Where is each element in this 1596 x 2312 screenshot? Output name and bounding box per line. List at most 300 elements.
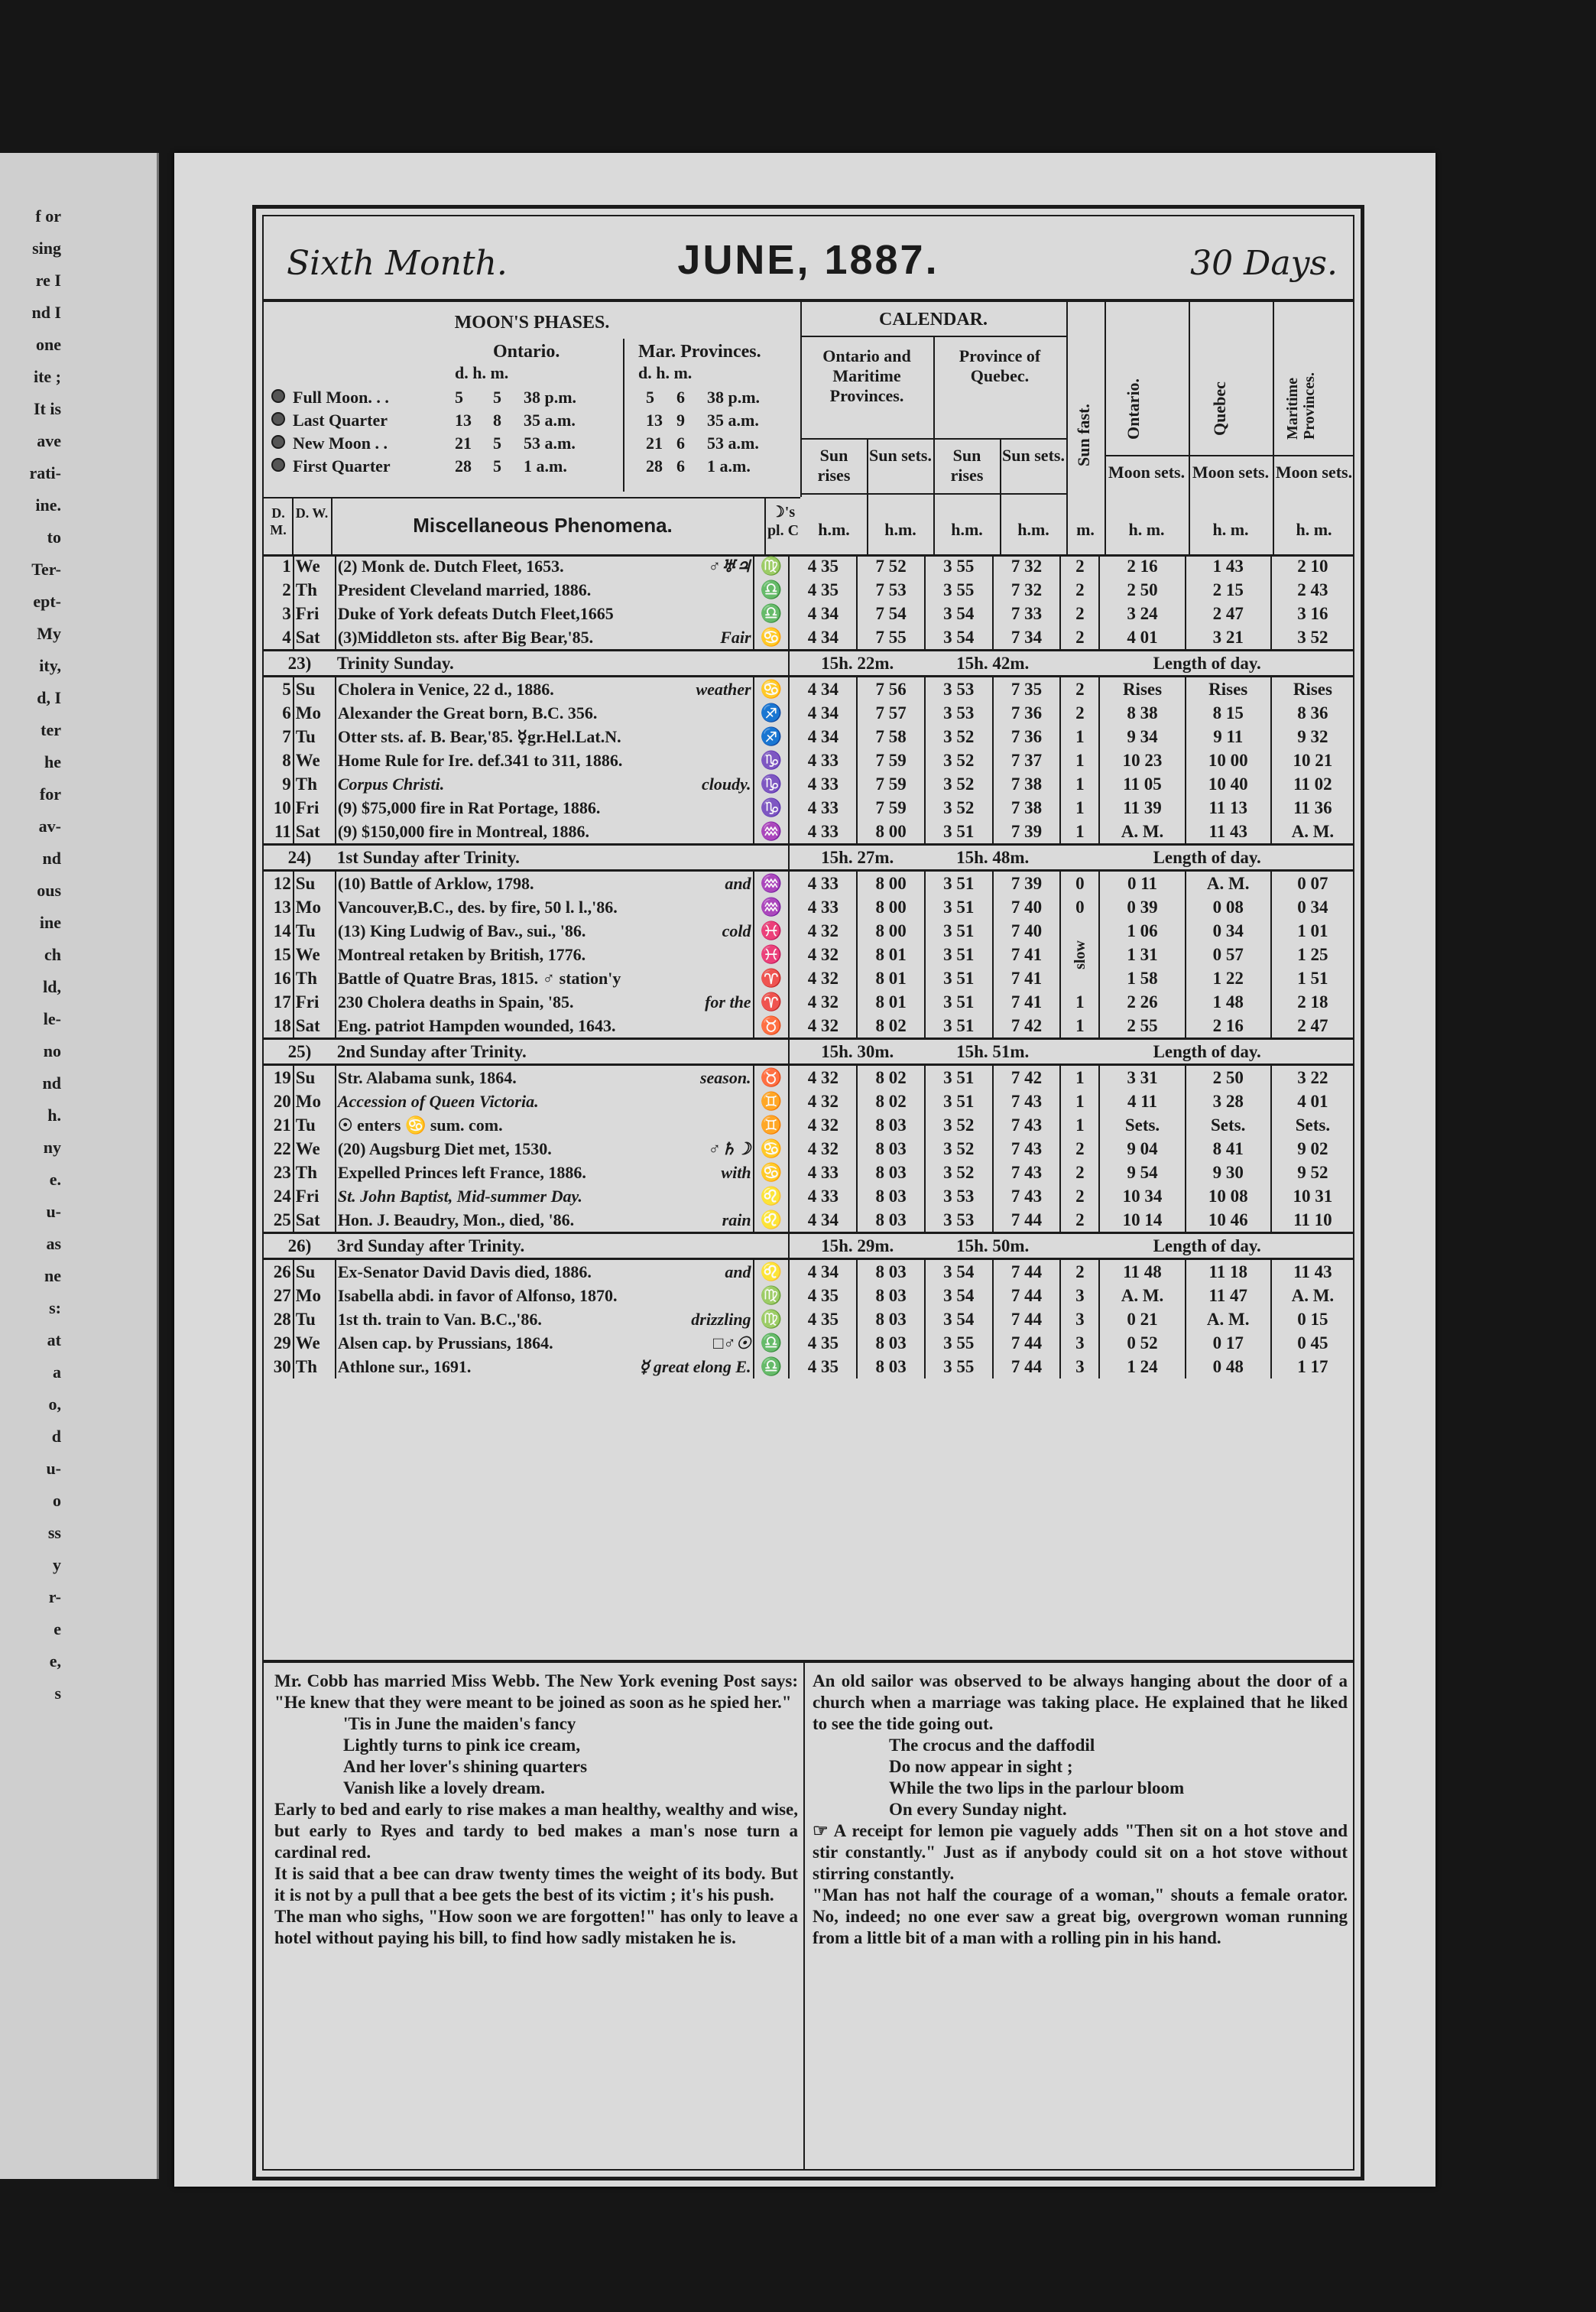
page-frame — [252, 205, 1364, 2180]
sun-rises-ontario: 4 32 — [789, 919, 857, 943]
day-row — [264, 701, 1354, 725]
sun-rises-ontario: 4 33 — [789, 1184, 857, 1208]
day-row — [264, 1331, 1354, 1355]
phenomenon-text: Athlone sur., 1691. — [337, 1356, 472, 1376]
sun-sets-quebec: 7 43 — [993, 1113, 1061, 1137]
moon-sets-maritime: 3 52 — [1271, 625, 1354, 651]
moon-sets-quebec: Rises — [1186, 677, 1271, 702]
day-of-month: 1 — [282, 556, 291, 576]
sun-fast: 1 — [1060, 1089, 1099, 1113]
sun-sets-quebec: 7 39 — [993, 871, 1061, 896]
day-length-ontario: 15h. 27m. — [789, 845, 924, 871]
sun-fast: 1 — [1060, 772, 1099, 796]
sun-rises-quebec: 3 52 — [925, 748, 993, 772]
sun-rises-quebec: 3 54 — [925, 1307, 993, 1331]
phenomenon-text: President Cleveland married, 1886. — [337, 580, 592, 599]
moon-sets-maritime: 2 18 — [1271, 990, 1354, 1014]
sun-sets-quebec: 7 36 — [993, 701, 1061, 725]
day-of-month: 24 — [273, 1186, 291, 1206]
left-page-text-fragment: ss — [47, 1523, 61, 1542]
anecdote-paragraph: Mr. Cobb has married Miss Webb. The New York evening Post says: "He knew that they were meant to be joined as soon as he spied her." — [274, 1671, 798, 1712]
sun-sets-ontario: 8 03 — [857, 1137, 925, 1161]
phenomenon — [336, 554, 754, 578]
day-row — [264, 554, 1354, 578]
moon-sets-maritime: A. M. — [1271, 820, 1354, 845]
sun-fast: 3 — [1060, 1307, 1099, 1331]
moon-sets-quebec: 10 40 — [1186, 772, 1271, 796]
calendar-title: CALENDAR. — [878, 310, 988, 330]
day-row — [264, 1355, 1354, 1378]
sun-fast: 2 — [1060, 1259, 1099, 1284]
left-page-text-fragment: for — [39, 784, 61, 804]
moon-sets-maritime: 1 25 — [1271, 943, 1354, 966]
moon-sets-maritime: 0 34 — [1271, 895, 1354, 919]
moon-sets-ontario: Moon sets. — [1108, 463, 1186, 482]
weather-note: with — [721, 1162, 751, 1182]
moon-phase-o-h: 5 — [493, 434, 501, 453]
sun-rises-quebec: 3 52 — [925, 1161, 993, 1184]
moon-sets-maritime: 11 36 — [1271, 796, 1354, 820]
sun-rises-ontario: 4 33 — [789, 1161, 857, 1184]
ontario-maritime-header: Ontario and Maritime Provinces. — [822, 346, 911, 405]
day-of-week: Fri — [294, 602, 336, 625]
moon-sets-ontario: A. M. — [1099, 820, 1185, 845]
sun-rises-quebec: 3 53 — [925, 1184, 993, 1208]
day-of-week: Sat — [294, 1014, 336, 1039]
moon-sets-ontario: 11 39 — [1099, 796, 1185, 820]
phenomenon — [336, 990, 754, 1014]
sun-rises-quebec: 3 52 — [925, 796, 993, 820]
left-page-text-fragment: ld, — [43, 977, 61, 996]
day-length-ontario: 15h. 22m. — [789, 651, 924, 677]
moon-phase-name: Full Moon. . . — [293, 388, 389, 407]
left-page-text-fragment: rati- — [29, 463, 61, 482]
hm-4: h.m. — [1017, 520, 1049, 539]
day-of-month: 28 — [273, 1309, 291, 1329]
moon-sets-maritime: 1 17 — [1271, 1355, 1354, 1378]
day-of-month: 25 — [273, 1210, 291, 1229]
day-of-week: Mo — [294, 1089, 336, 1113]
week-number: 25) — [264, 1039, 336, 1065]
moon-sets-ontario: A. M. — [1099, 1284, 1185, 1307]
hm-3: h.m. — [951, 520, 983, 539]
sun-sets-ontario: 8 02 — [857, 1014, 925, 1039]
left-page-text-fragment: My — [37, 624, 61, 643]
phenomenon — [336, 1259, 754, 1284]
verse-line: Do now appear in sight ; — [889, 1757, 1073, 1776]
moon-sets-ontario: 3 31 — [1099, 1065, 1185, 1090]
sun-rises-ontario: 4 35 — [789, 1307, 857, 1331]
moon-sign-icon: ♒ — [754, 820, 790, 845]
phenomenon-text: Battle of Quatre Bras, 1815. ♂ station'y — [337, 968, 621, 988]
weather-note: and — [725, 873, 751, 893]
sun-fast: 1 — [1060, 796, 1099, 820]
misc-header — [264, 497, 800, 556]
sun-sets-quebec: 7 32 — [993, 554, 1061, 578]
day-of-month: 29 — [273, 1333, 291, 1352]
day-of-month: 12 — [273, 873, 291, 893]
sunday-name: 1st Sunday after Trinity. — [336, 845, 790, 871]
sun-rises-quebec: 3 51 — [925, 919, 993, 943]
sun-rises-quebec: 3 52 — [925, 1137, 993, 1161]
day-of-week: Th — [294, 1355, 336, 1378]
left-page-text-fragment: ny — [43, 1138, 61, 1157]
moon-sets-maritime: Moon sets. — [1275, 463, 1353, 482]
phenomenon — [336, 748, 754, 772]
day-row — [264, 820, 1354, 845]
sun-sets-quebec: 7 36 — [993, 725, 1061, 748]
sun-fast: 2 — [1060, 677, 1099, 702]
sun-sets-ontario: 7 53 — [857, 578, 925, 602]
sun-rises-header-2: Sun rises — [950, 446, 984, 485]
sun-rises-quebec: 3 51 — [925, 966, 993, 990]
weather-note: rain — [722, 1210, 751, 1229]
sun-rises-ontario: 4 35 — [789, 1284, 857, 1307]
moon-sets-quebec: 1 48 — [1186, 990, 1271, 1014]
moon-sets-quebec: 11 47 — [1186, 1284, 1271, 1307]
left-page-text-fragment: ine — [39, 913, 61, 932]
day-of-month: 2 — [282, 580, 291, 599]
sun-fast: 3 — [1060, 1284, 1099, 1307]
sun-fast — [1060, 919, 1099, 990]
week-number: 24) — [264, 845, 336, 871]
day-of-month: 30 — [273, 1356, 291, 1376]
calendar-header — [800, 302, 1066, 554]
phenomenon-text: Cholera in Venice, 22 d., 1886. — [337, 679, 554, 699]
moon-sets-quebec: 0 48 — [1186, 1355, 1271, 1378]
sun-rises-ontario: 4 34 — [789, 1259, 857, 1284]
phenomenon — [336, 1355, 754, 1378]
sun-sets-quebec: 7 38 — [993, 796, 1061, 820]
phenomenon-text: Duke of York defeats Dutch Fleet,1665 — [337, 603, 614, 623]
day-of-month: 5 — [282, 679, 291, 699]
sun-rises-quebec: 3 51 — [925, 943, 993, 966]
weather-note: cloudy. — [702, 774, 751, 794]
day-of-week: Tu — [294, 1113, 336, 1137]
weather-note: ♂♅♃ — [708, 556, 751, 576]
moon-sets-quebec: 8 15 — [1186, 701, 1271, 725]
moon-sets-maritime: 11 02 — [1271, 772, 1354, 796]
moon-phase-o-h: 8 — [493, 411, 501, 430]
day-of-week: Th — [294, 1161, 336, 1184]
day-row — [264, 1014, 1354, 1039]
day-of-week: Th — [294, 578, 336, 602]
moon-sets-maritime: 1 01 — [1271, 919, 1354, 943]
left-page-text-fragment: s — [54, 1684, 61, 1703]
weather-note: cold — [722, 921, 751, 940]
moon-sign-icon: ♋ — [754, 677, 790, 702]
left-page-text-fragment: d — [51, 1427, 61, 1446]
left-page-text-fragment: u- — [46, 1202, 61, 1221]
moon-sets-quebec: 10 08 — [1186, 1184, 1271, 1208]
phenomenon — [336, 1014, 754, 1039]
left-page-text-fragment: ine. — [35, 495, 61, 515]
sun-rises-quebec: 3 53 — [925, 677, 993, 702]
weather-note: weather — [696, 679, 751, 699]
moon-phase-row — [271, 388, 799, 411]
day-length-ontario: 15h. 30m. — [789, 1039, 924, 1065]
left-page-text-fragment: e — [54, 1619, 61, 1638]
hm-1: h.m. — [818, 520, 850, 539]
sun-sets-quebec: 7 41 — [993, 966, 1061, 990]
sun-rises-quebec: 3 51 — [925, 820, 993, 845]
dm-header: D. M. — [270, 505, 287, 537]
quebec-header: Province of Quebec. — [959, 346, 1041, 385]
sun-rises-ontario: 4 35 — [789, 1355, 857, 1378]
left-page-text-fragment: r- — [48, 1587, 61, 1606]
day-of-month: 9 — [282, 774, 291, 794]
sun-fast: 0 — [1060, 871, 1099, 896]
sun-fast: 2 — [1060, 701, 1099, 725]
sun-sets-quebec: 7 43 — [993, 1161, 1061, 1184]
moon-sets-quebec: 8 41 — [1186, 1137, 1271, 1161]
day-of-month: 11 — [274, 821, 291, 841]
day-row — [264, 1113, 1354, 1137]
moon-sets-maritime: 9 32 — [1271, 725, 1354, 748]
sun-sets-ontario: 8 03 — [857, 1161, 925, 1184]
moon-sets-quebec: 1 43 — [1186, 554, 1271, 578]
sun-fast: 2 — [1060, 578, 1099, 602]
moon-sets-maritime: 1 51 — [1271, 966, 1354, 990]
moon-sets-maritime: 2 43 — [1271, 578, 1354, 602]
moon-sets-ontario: 0 39 — [1099, 895, 1185, 919]
sun-sets-ontario: 8 00 — [857, 871, 925, 896]
day-row — [264, 1208, 1354, 1233]
sun-rises-quebec: 3 52 — [925, 772, 993, 796]
moon-phase-o-d: 21 — [455, 434, 472, 453]
phenomenon-text: Otter sts. af. B. Bear,'85. ☿gr.Hel.Lat.N. — [337, 726, 621, 746]
phenomenon-text: Alexander the Great born, B.C. 356. — [337, 703, 598, 722]
phenomenon-text: Accession of Queen Victoria. — [337, 1091, 539, 1111]
verse-line: On every Sunday night. — [889, 1800, 1067, 1819]
sunday-row — [264, 651, 1354, 677]
day-row — [264, 677, 1354, 702]
sun-sets-ontario: 7 59 — [857, 772, 925, 796]
sun-sets-quebec: 7 34 — [993, 625, 1061, 651]
moon-sets-quebec: 3 28 — [1186, 1089, 1271, 1113]
moon-phase-o-m: 38 p.m. — [524, 388, 577, 407]
day-row — [264, 966, 1354, 990]
moon-sets-quebec: 1 22 — [1186, 966, 1271, 990]
moon-sign-icon: ♊ — [754, 1113, 790, 1137]
phenomenon-text: Expelled Princes left France, 1886. — [337, 1162, 586, 1182]
moon-sets-quebec: Sets. — [1186, 1113, 1271, 1137]
phenomenon — [336, 919, 754, 943]
moon-phase-m-d: 13 — [646, 411, 663, 430]
day-of-week: Fri — [294, 796, 336, 820]
title-row — [264, 216, 1353, 302]
moon-sets-quebec: 0 17 — [1186, 1331, 1271, 1355]
ontario-moon-col: Ontario. — [1124, 378, 1143, 440]
moon-sets-ontario: 10 14 — [1099, 1208, 1185, 1233]
moon-sets-ontario: 11 48 — [1099, 1259, 1185, 1284]
left-page-text-fragment: e, — [49, 1651, 61, 1671]
moon-phase-m-d: 21 — [646, 434, 663, 453]
sun-sets-ontario: 7 52 — [857, 554, 925, 578]
sun-fast: 0 — [1060, 895, 1099, 919]
day-row — [264, 895, 1354, 919]
moon-sets-ontario: 1 06 — [1099, 919, 1185, 943]
phenomenon-text: (3)Middleton sts. after Big Bear,'85. — [337, 627, 594, 647]
sun-rises-ontario: 4 32 — [789, 943, 857, 966]
sun-rises-quebec: 3 53 — [925, 701, 993, 725]
moon-sign-icon: ♋ — [754, 1137, 790, 1161]
moon-sets-ontario: 1 24 — [1099, 1355, 1185, 1378]
sun-sets-ontario: 7 59 — [857, 796, 925, 820]
sun-sets-quebec: 7 44 — [993, 1331, 1061, 1355]
day-of-week: Su — [294, 1259, 336, 1284]
moon-place-header: ☽'s pl. C — [767, 504, 800, 539]
sun-rises-ontario: 4 34 — [789, 701, 857, 725]
moon-sets-maritime: 10 31 — [1271, 1184, 1354, 1208]
sun-rises-ontario: 4 34 — [789, 725, 857, 748]
day-row — [264, 748, 1354, 772]
moon-sets-ontario: 9 54 — [1099, 1161, 1185, 1184]
phenomenon — [336, 1137, 754, 1161]
left-page-text-fragment: ept- — [33, 592, 61, 611]
sun-rises-quebec: 3 54 — [925, 1284, 993, 1307]
moon-sign-icon: ♉ — [754, 1065, 790, 1090]
moon-sets-maritime: 2 47 — [1271, 1014, 1354, 1039]
sun-sets-ontario: 8 00 — [857, 919, 925, 943]
sun-sets-quebec: 7 43 — [993, 1184, 1061, 1208]
sun-sets-ontario: 7 55 — [857, 625, 925, 651]
phenomenon-text: Vancouver,B.C., des. by fire, 50 l. l.,'86. — [337, 897, 618, 917]
moon-sets-ontario: 2 55 — [1099, 1014, 1185, 1039]
moon-phase-name: First Quarter — [293, 456, 391, 476]
phenomenon — [336, 1307, 754, 1331]
anecdotes-section — [264, 1660, 1353, 2169]
day-of-week: We — [294, 554, 336, 578]
sun-sets-ontario: 8 00 — [857, 895, 925, 919]
day-of-month: 15 — [273, 944, 291, 964]
weather-note: □♂☉ — [713, 1333, 751, 1352]
moon-sign-icon: ♑ — [754, 772, 790, 796]
anecdotes-right — [813, 1671, 1348, 1949]
day-row — [264, 625, 1354, 651]
ontario-group-label: Ontario. — [493, 342, 560, 362]
sun-sets-quebec: 7 40 — [993, 919, 1061, 943]
phenomenon — [336, 871, 754, 896]
length-of-day-label: Length of day. — [1060, 1233, 1354, 1259]
moon-sets-ontario: 10 34 — [1099, 1184, 1185, 1208]
day-length-quebec: 15h. 42m. — [925, 651, 1060, 677]
day-row — [264, 1307, 1354, 1331]
day-of-week: Fri — [294, 990, 336, 1014]
sun-fast: 2 — [1060, 1184, 1099, 1208]
phenomenon-text: (13) King Ludwig of Bav., sui., '86. — [337, 921, 586, 940]
left-page-text-fragment: ous — [37, 881, 61, 900]
weather-note: ♂♄☽ — [708, 1138, 751, 1158]
moon-sets-maritime: 3 22 — [1271, 1065, 1354, 1090]
phenomenon — [336, 1089, 754, 1113]
day-of-month: 20 — [273, 1091, 291, 1111]
moon-sets-ontario: 10 23 — [1099, 748, 1185, 772]
day-row — [264, 1284, 1354, 1307]
moon-sign-icon: ♌ — [754, 1184, 790, 1208]
moon-sets-maritime: Sets. — [1271, 1113, 1354, 1137]
moon-sets-quebec: A. M. — [1186, 871, 1271, 896]
moon-phase-row — [271, 434, 799, 456]
moon-sets-ontario: 1 31 — [1099, 943, 1185, 966]
week-number: 23) — [264, 651, 336, 677]
sun-rises-ontario: 4 34 — [789, 625, 857, 651]
left-page-text-fragment: d, I — [37, 688, 61, 707]
verse-line: The crocus and the daffodil — [889, 1736, 1095, 1755]
left-page-text-fragment: ch — [44, 945, 61, 964]
day-of-month: 7 — [282, 726, 291, 746]
sun-rises-quebec: 3 55 — [925, 554, 993, 578]
moon-sign-icon: ♒ — [754, 895, 790, 919]
phenomenon-text: (20) Augsburg Diet met, 1530. — [337, 1138, 552, 1158]
moon-sign-icon: ♓ — [754, 919, 790, 943]
moon-sets-quebec: 0 34 — [1186, 919, 1271, 943]
moon-phase-m-h: 6 — [676, 388, 685, 407]
anecdote-paragraph: "Man has not half the courage of a woman," shouts a female orator. No, indeed; no one ever saw a great big, overgrown woman running from a little bit of a man with a rolling pin in his hand. — [813, 1885, 1348, 1947]
moon-sets-ontario: 4 01 — [1099, 625, 1185, 651]
sun-sets-quebec: 7 42 — [993, 1014, 1061, 1039]
sun-rises-ontario: 4 32 — [789, 1014, 857, 1039]
day-row — [264, 1065, 1354, 1090]
sun-fast: 2 — [1060, 1137, 1099, 1161]
sunday-name: 2nd Sunday after Trinity. — [336, 1039, 790, 1065]
slow-label: slow — [1071, 940, 1088, 969]
moon-sets-ontario: 2 16 — [1099, 554, 1185, 578]
moon-sets-quebec: 2 16 — [1186, 1014, 1271, 1039]
moon-sets-ontario: 3 24 — [1099, 602, 1185, 625]
day-row — [264, 1089, 1354, 1113]
sun-rises-quebec: 3 54 — [925, 625, 993, 651]
day-of-month: 6 — [282, 703, 291, 722]
phenomenon-text: Str. Alabama sunk, 1864. — [337, 1067, 517, 1087]
sun-rises-quebec: 3 55 — [925, 1331, 993, 1355]
phenomenon-text: Hon. J. Beaudry, Mon., died, '86. — [337, 1210, 575, 1229]
length-of-day-label: Length of day. — [1060, 1039, 1354, 1065]
moon-phase-m-m: 1 a.m. — [707, 456, 751, 476]
phenomenon-text: (9) $75,000 fire in Rat Portage, 1886. — [337, 797, 601, 817]
moon-sign-icon: ♎ — [754, 1355, 790, 1378]
phenomenon — [336, 966, 754, 990]
left-page-text-fragment: sing — [32, 239, 61, 258]
sun-rises-quebec: 3 54 — [925, 1259, 993, 1284]
days-table — [264, 554, 1354, 1378]
day-of-week: Sat — [294, 625, 336, 651]
day-of-month: 10 — [273, 797, 291, 817]
moon-sign-icon: ♈ — [754, 990, 790, 1014]
table-header — [264, 302, 1353, 557]
moon-sets-maritime: 0 07 — [1271, 871, 1354, 896]
day-of-week: Mo — [294, 701, 336, 725]
day-of-month: 14 — [273, 921, 291, 940]
moon-sign-icon: ♒ — [754, 871, 790, 896]
left-page-text-fragment: ite ; — [33, 367, 61, 386]
moon-sets-maritime: 3 16 — [1271, 602, 1354, 625]
moon-sets-ontario: Rises — [1099, 677, 1185, 702]
moon-sign-icon: ♎ — [754, 578, 790, 602]
sun-rises-quebec: 3 51 — [925, 871, 993, 896]
moon-phase-m-d: 28 — [646, 456, 663, 476]
sun-sets-quebec: 7 37 — [993, 748, 1061, 772]
day-of-week: Su — [294, 677, 336, 702]
sun-rises-ontario: 4 32 — [789, 1113, 857, 1137]
verse-line: Lightly turns to pink ice cream, — [343, 1736, 581, 1755]
phenomenon-text: Eng. patriot Hampden wounded, 1643. — [337, 1015, 616, 1035]
moon-sign-icon: ♌ — [754, 1259, 790, 1284]
sun-sets-ontario: 8 02 — [857, 1089, 925, 1113]
phenomenon — [336, 1184, 754, 1208]
moon-sets-maritime: 8 36 — [1271, 701, 1354, 725]
phenomenon-text: (10) Battle of Arklow, 1798. — [337, 873, 534, 893]
